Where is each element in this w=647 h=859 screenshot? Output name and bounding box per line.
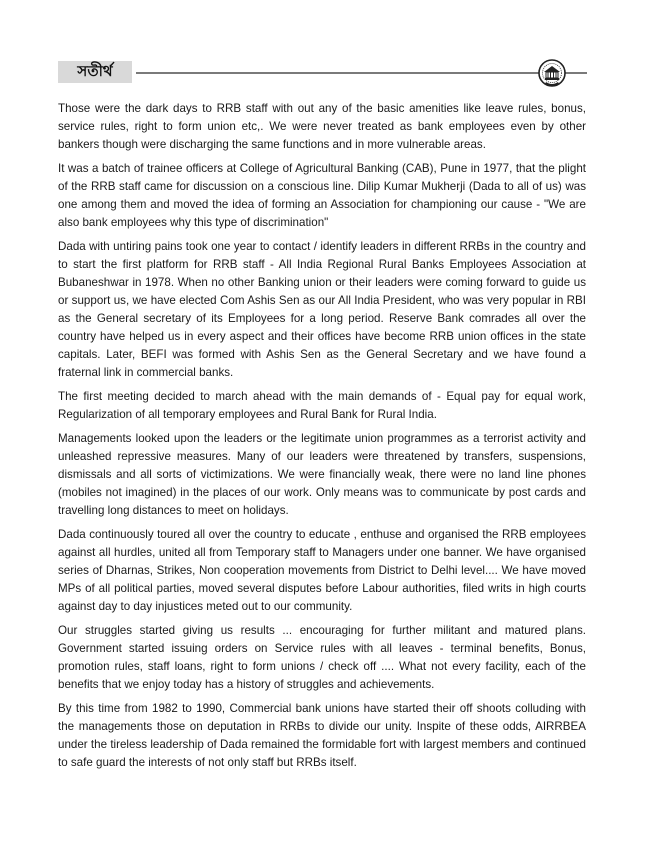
header-divider [136, 72, 587, 74]
paragraph: Those were the dark days to RRB staff with out any of the basic amenities like leave rules, bonus, service rules, right to form union etc,. We were never treated as bank employees even by other bankers though were discharging the same functions and in more vulnerable areas. [58, 102, 586, 151]
paragraph: It was a batch of trainee officers at College of Agricultural Banking (CAB), Pune in 1977, that the plight of the RRB staff came for discussion on a conscious line. Dilip Kumar Mukherji (Dada to all of us) was one among them and moved the idea of forming an Association for championing our cause - "We are also bank employees why this type of discrimination" [58, 162, 586, 229]
paragraph: By this time from 1982 to 1990, Commercial bank unions have started their off shoots colluding with the managements those on deputation in RRBs to divide our unity. Inspite of these odds, AIRRBEA under the tireless leadership of Dada remained the formidable fort with largest members and continued to safe guard the interests of not only staff but RRBs itself. [58, 702, 586, 769]
paragraph: The first meeting decided to march ahead with the main demands of - Equal pay for equal work, Regularization of all temporary employees and Rural Bank for Rural India. [58, 390, 586, 421]
paragraph: Managements looked upon the leaders or the legitimate union programmes as a terrorist activity and unleashed repressive measures. Many of our leaders were threatened by transfers, suspensions, dismissals and all sorts of victimizations. We were financially weak, there were no land line phones (mobiles not imagined) in the places of our work. Only means was to communicate by post cards and travelling long distances to meet on holidays. [58, 432, 586, 517]
publication-title: সতীর্থ [58, 61, 132, 83]
article-body [58, 100, 586, 778]
union-emblem-icon [538, 59, 566, 89]
paragraph: Dada continuously toured all over the country to educate , enthuse and organised the RRB employees against all hurdles, united all from Temporary staff to Managers under one banner. We have organised series of Dharnas, Strikes, Non cooperation movements from District to Delhi level.... We have moved MPs of all political parties, moved several disputes before Labour authorities, filed writs in high courts against day to day injustices meted out to our community. [58, 528, 586, 613]
page-header [0, 0, 647, 100]
paragraph: Dada with untiring pains took one year to contact / identify leaders in different RRBs in the country and to start the first platform for RRB staff - All India Regional Rural Banks Employees Association at Bubaneshwar in 1978. When no other Banking union or their leaders were coming forward to guide us or support us, we have elected Com Ashis Sen as our All India President, who was very popular in RBI as the General secretary of its Employees for a long period. Reserve Bank comrades all over the country have helped us in every aspect and their offices have become RRB union offices in the state capitals. Later, BEFI was formed with Ashis Sen as the General Secretary and we have found a fraternal link in commercial banks. [58, 240, 586, 379]
paragraph: Our struggles started giving us results ... encouraging for further militant and matured plans. Government started issuing orders on Service rules with all leaves - terminal benefits, Bonus, promotion rules, staff loans, right to form unions / check off .... What not every facility, each of the benefits that we enjoy today has a history of struggles and achievements. [58, 624, 586, 691]
